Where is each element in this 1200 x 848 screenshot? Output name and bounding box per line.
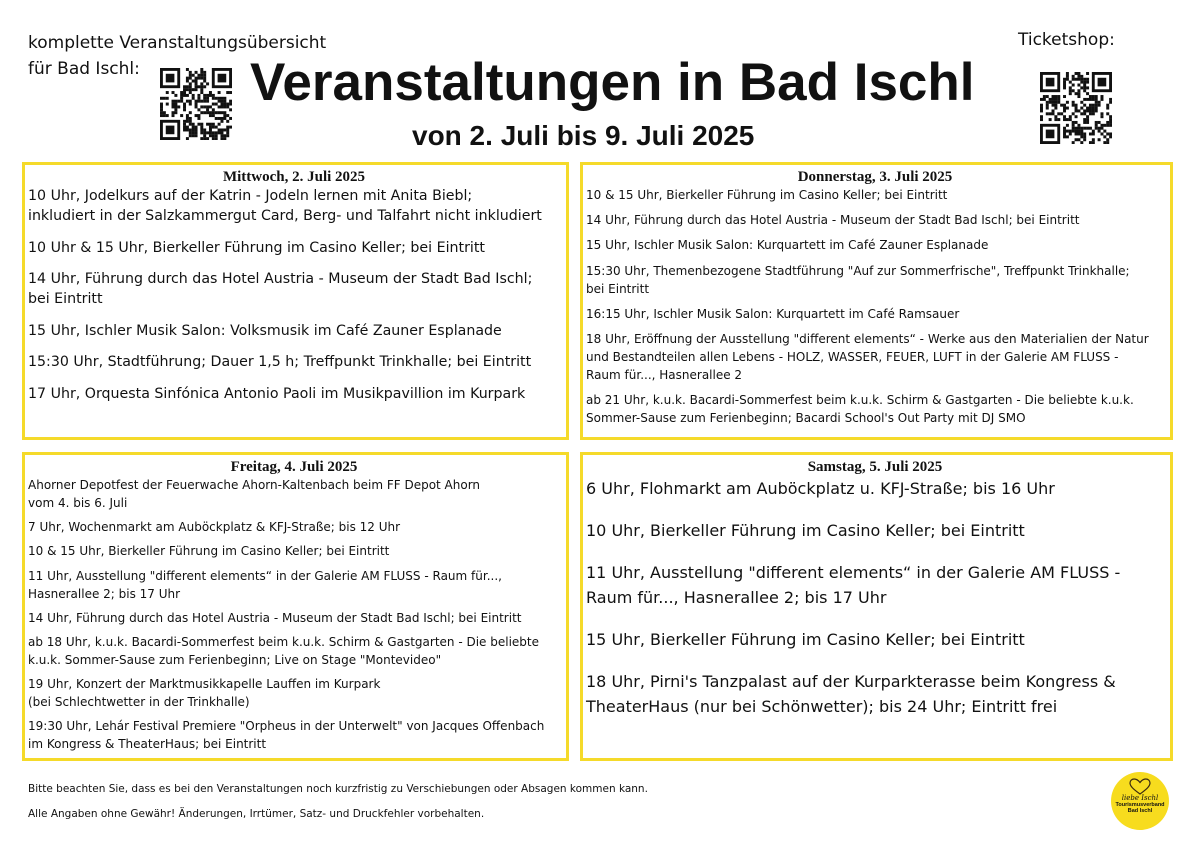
event-item: 10 Uhr, Jodelkurs auf der Katrin - Jodeln lernen mit Anita Biebl; inkludiert in der Salzkammergut Card, Berg- und Talfahrt nicht inkludiert (28, 188, 542, 224)
overview-label-line1: komplette Veranstaltungsübersicht (28, 33, 327, 53)
day-box-wednesday (22, 162, 569, 440)
event-item: 11 Uhr, Ausstellung "different elements“ in der Galerie AM FLUSS - Raum für..., Hasnerallee 2; bis 17 Uhr (586, 563, 1121, 607)
event-item: 16:15 Uhr, Ischler Musik Salon: Kurquartett im Café Ramsauer (586, 306, 960, 321)
event-item: 10 Uhr & 15 Uhr, Bierkeller Führung im Casino Keller; bei Eintritt (28, 239, 485, 256)
event-item: 15:30 Uhr, Stadtführung; Dauer 1,5 h; Treffpunkt Trinkhalle; bei Eintritt (28, 354, 532, 370)
event-item: 11 Uhr, Ausstellung "different elements“ in der Galerie AM FLUSS - Raum für..., Hasnerallee 2; bis 17 Uhr (28, 568, 502, 601)
event-item: Ahorner Depotfest der Feuerwache Ahorn-Kaltenbach beim FF Depot Ahorn vom 4. bis 6. Juli (28, 478, 481, 510)
ticketshop-label: Ticketshop: (1018, 30, 1115, 50)
footer-disclaimer-liability: Alle Angaben ohne Gewähr! Änderungen, Irrtümer, Satz- und Druckfehler vorbehalten. (28, 808, 485, 820)
overview-qr-code[interactable] (160, 68, 232, 140)
event-item: 15 Uhr, Bierkeller Führung im Casino Keller; bei Eintritt (586, 630, 1025, 649)
event-item: 6 Uhr, Flohmarkt am Auböckplatz u. KFJ-Straße; bis 16 Uhr (586, 479, 1055, 498)
tourism-logo (1111, 772, 1169, 830)
day-box-saturday (580, 452, 1173, 761)
event-item: 14 Uhr, Führung durch das Hotel Austria - Museum der Stadt Bad Ischl; bei Eintritt (28, 610, 522, 625)
event-list-friday (28, 476, 560, 753)
qr-code-icon (160, 68, 232, 140)
event-item: 14 Uhr, Führung durch das Hotel Austria - Museum der Stadt Bad Ischl; bei Eintritt (586, 213, 1080, 228)
event-list-thursday (586, 186, 1164, 427)
qr-code-icon (1040, 72, 1112, 144)
event-item: 17 Uhr, Orquesta Sinfónica Antonio Paoli im Musikpavillion im Kurpark (28, 385, 526, 402)
event-item: 14 Uhr, Führung durch das Hotel Austria - Museum der Stadt Bad Ischl; bei Eintritt (28, 271, 533, 307)
event-item: 19 Uhr, Konzert der Marktmusikkapelle Lauffen im Kurpark (bei Schlechtwetter in der Trinkhalle) (28, 677, 381, 710)
event-item: 7 Uhr, Wochenmarkt am Auböckplatz & KFJ-Straße; bis 12 Uhr (28, 520, 401, 535)
day-heading-friday: Freitag, 4. Juli 2025 (230, 459, 358, 475)
day-box-thursday (580, 162, 1173, 440)
event-item: 10 Uhr, Bierkeller Führung im Casino Keller; bei Eintritt (586, 521, 1025, 540)
day-heading-saturday: Samstag, 5. Juli 2025 (807, 459, 943, 475)
event-item: 10 & 15 Uhr, Bierkeller Führung im Casino Keller; bei Eintritt (28, 544, 390, 559)
event-item: ab 21 Uhr, k.u.k. Bacardi-Sommerfest beim k.u.k. Schirm & Gastgarten - Die beliebte k.u.k. Sommer-Sause zum Ferienbeginn; Bacardi School's Out Party mit DJ SMO (586, 393, 1134, 426)
event-list-saturday (586, 476, 1164, 719)
day-heading-thursday: Donnerstag, 3. Juli 2025 (797, 169, 953, 185)
event-item: ab 18 Uhr, k.u.k. Bacardi-Sommerfest beim k.u.k. Schirm & Gastgarten - Die beliebte k.u.k. Sommer-Sause zum Ferienbeginn; Live on Stage "Montevideo" (28, 634, 540, 667)
ticketshop-qr-code[interactable] (1040, 72, 1112, 144)
event-item: 15 Uhr, Ischler Musik Salon: Volksmusik im Café Zauner Esplanade (28, 322, 502, 339)
logo-script-text: liebe Ischl (1121, 794, 1159, 802)
day-heading-wednesday: Mittwoch, 2. Juli 2025 (222, 169, 366, 185)
event-list-wednesday (28, 186, 560, 404)
event-item: 15 Uhr, Ischler Musik Salon: Kurquartett im Café Zauner Esplanade (586, 238, 989, 253)
event-item: 19:30 Uhr, Lehár Festival Premiere "Orpheus in der Unterwelt" von Jacques Offenbach im Kongress & TheaterHaus; bei Eintritt (28, 719, 545, 752)
event-item: 10 & 15 Uhr, Bierkeller Führung im Casino Keller; bei Eintritt (586, 188, 948, 202)
footer-disclaimer-changes: Bitte beachten Sie, dass es bei den Veranstaltungen noch kurzfristig zu Verschiebungen oder Absagen kommen kann. (28, 783, 648, 795)
event-item: 18 Uhr, Eröffnung der Ausstellung "different elements“ - Werke aus den Materialien der Natur und Bestandteilen allen Lebens - HOLZ, WASSER, FEUER, LUFT in der Galerie AM FLUSS - Raum für..., Hasnerallee 2 (586, 331, 1149, 382)
logo-text-line1: Tourismusverband (1115, 802, 1165, 808)
event-item: 15:30 Uhr, Themenbezogene Stadtführung "Auf zur Sommerfrische", Treffpunkt Trinkhalle; bei Eintritt (586, 263, 1130, 296)
page-title: Veranstaltungen in Bad Ischl (250, 53, 975, 112)
overview-label-line2: für Bad Ischl: (28, 59, 140, 79)
event-item: 18 Uhr, Pirni's Tanzpalast auf der Kurparkterasse beim Kongress & TheaterHaus (nur bei Schönwetter); bis 24 Uhr; Eintritt frei (586, 672, 1116, 716)
page-subtitle: von 2. Juli bis 9. Juli 2025 (412, 120, 755, 151)
logo-text-line2: Bad Ischl (1127, 808, 1153, 814)
day-box-friday (22, 452, 569, 761)
